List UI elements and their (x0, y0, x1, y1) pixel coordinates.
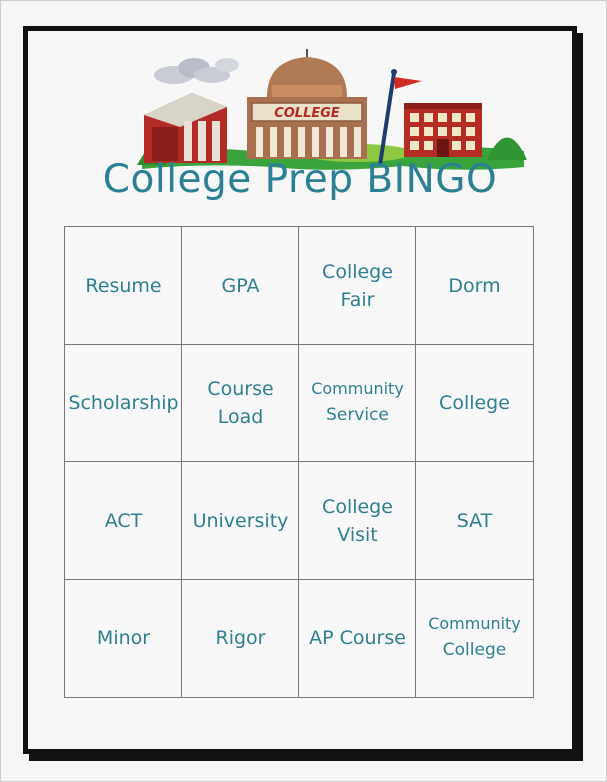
bingo-cell-line1: College (322, 495, 393, 518)
bingo-cell-line2: College (442, 640, 507, 661)
bingo-cell (181, 461, 300, 580)
bingo-cell-line2: Service (326, 405, 389, 426)
page-title: College Prep BINGO (102, 157, 498, 202)
bingo-cell-line1: Resume (85, 274, 162, 297)
bingo-cell (415, 461, 534, 580)
bingo-cell (181, 344, 300, 463)
bingo-cell-line1: Community (428, 614, 521, 634)
bingo-cell (415, 579, 534, 698)
bingo-cell (181, 579, 300, 698)
bingo-cell (64, 344, 183, 463)
cloud-icon (154, 58, 239, 84)
bingo-cell-line1: Minor (96, 627, 151, 650)
bingo-cell-line1: Community (311, 379, 404, 399)
bingo-cell-line1: University (192, 509, 289, 532)
college-sign-text: COLLEGE (274, 106, 340, 121)
bingo-cell-line1: College (439, 392, 510, 415)
bingo-cell-line1: Course (207, 378, 274, 401)
bingo-cell (298, 344, 417, 463)
bingo-cell-line2: Fair (340, 288, 375, 311)
bingo-cell (415, 344, 534, 463)
bingo-grid (64, 226, 534, 698)
bingo-cell-line1: Rigor (215, 627, 266, 650)
bingo-card (23, 26, 577, 754)
bingo-cell-line2: Visit (337, 523, 378, 546)
bingo-cell (64, 226, 183, 345)
bingo-cell-line1: College (322, 260, 393, 283)
bingo-cell-line1: AP Course (309, 627, 406, 650)
right-building (404, 103, 482, 157)
bingo-cell (298, 226, 417, 345)
bingo-cell-line1: Scholarship (68, 392, 179, 415)
bingo-cell-line1: ACT (104, 509, 143, 532)
bingo-cell-line1: GPA (221, 274, 260, 297)
left-building (144, 93, 227, 163)
bingo-cell (181, 226, 300, 345)
bingo-cell-line2: Load (217, 406, 264, 429)
bingo-cell-line1: Dorm (448, 274, 501, 297)
college-building (247, 49, 367, 159)
bingo-cell (298, 461, 417, 580)
bingo-cell-line1: SAT (456, 509, 493, 532)
bingo-cell (298, 579, 417, 698)
bingo-cell (64, 461, 183, 580)
bingo-cell (64, 579, 183, 698)
bingo-cell (415, 226, 534, 345)
